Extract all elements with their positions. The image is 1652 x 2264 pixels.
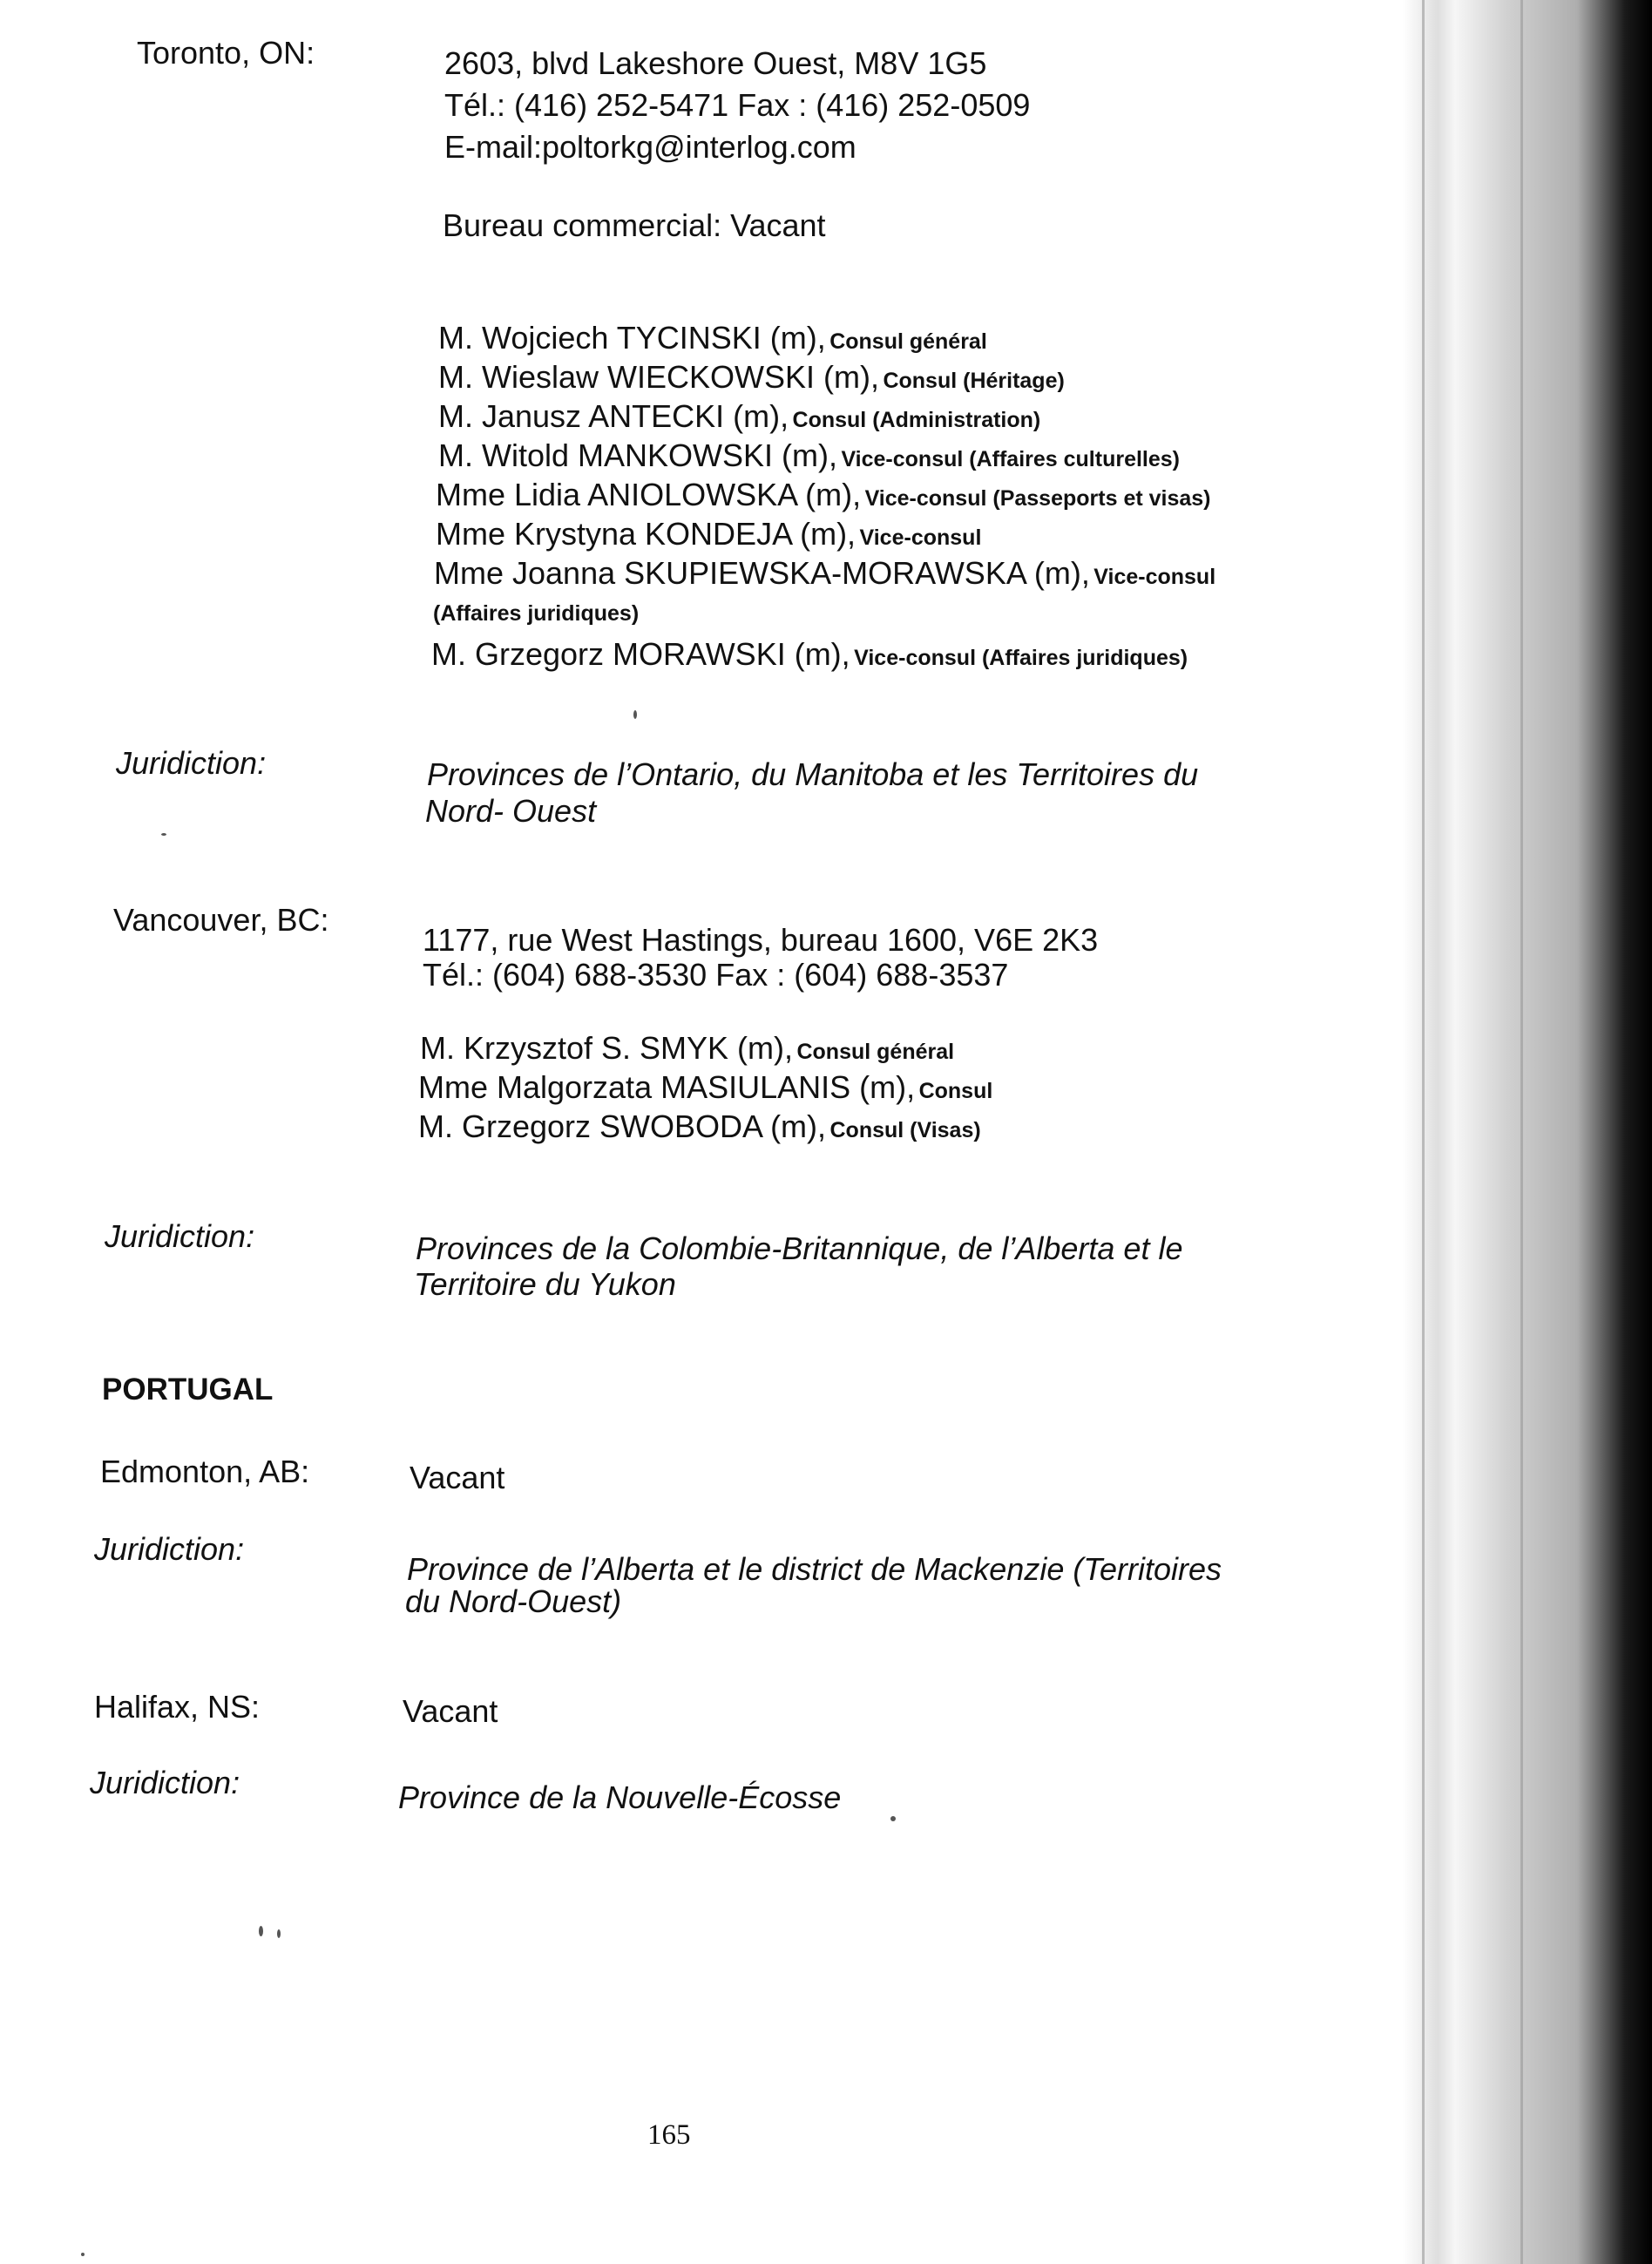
jurisdiction-label: Juridiction: (90, 1765, 240, 1800)
scan-edge-line (1520, 0, 1523, 2264)
jurisdiction-label: Juridiction: (116, 745, 267, 781)
scan-speck (277, 1929, 281, 1938)
staff-role-continuation: (Affaires juridiques) (433, 601, 640, 626)
city-label-vancouver: Vancouver, BC: (113, 902, 329, 938)
scan-speck (633, 710, 637, 719)
staff-entry: Mme Joanna SKUPIEWSKA-MORAWSKA (m), Vice-consul (434, 555, 1216, 591)
staff-entry: Mme Malgorzata MASIULANIS (m), Consul (418, 1069, 993, 1105)
toronto-address: 2603, blvd Lakeshore Ouest, M8V 1G5 (444, 45, 987, 81)
jurisdiction-text: Provinces de l’Ontario, du Manitoba et les Territoires du (427, 756, 1199, 792)
jurisdiction-text: Territoire du Yukon (414, 1266, 676, 1302)
staff-entry: M. Wojciech TYCINSKI (m), Consul général (438, 320, 987, 356)
staff-entry: M. Grzegorz MORAWSKI (m), Vice-consul (Affaires juridiques) (431, 636, 1188, 672)
vancouver-address: 1177, rue West Hastings, bureau 1600, V6E 2K3 (423, 922, 1099, 958)
scan-speck (161, 833, 166, 836)
staff-entry: M. Grzegorz SWOBODA (m), Consul (Visas) (418, 1108, 981, 1144)
toronto-phone: Tél.: (416) 252-5471 Fax : (416) 252-0509 (444, 87, 1031, 123)
jurisdiction-text: Provinces de la Colombie-Britannique, de l’Alberta et le (416, 1230, 1183, 1266)
jurisdiction-text: du Nord-Ouest) (405, 1583, 622, 1619)
city-label-halifax: Halifax, NS: (94, 1689, 261, 1725)
staff-entry: M. Witold MANKOWSKI (m), Vice-consul (Affaires culturelles) (438, 437, 1181, 473)
staff-entry: M. Wieslaw WIECKOWSKI (m), Consul (Héritage) (438, 359, 1065, 395)
country-heading: PORTUGAL (102, 1373, 274, 1407)
jurisdiction-text: Province de l’Alberta et le district de Mackenzie (Territoires (407, 1551, 1222, 1587)
scan-edge-line (1422, 0, 1425, 2264)
scan-speck (259, 1926, 263, 1936)
page-number: 165 (647, 2119, 691, 2151)
binding-shadow (1403, 0, 1652, 2264)
staff-entry: Mme Lidia ANIOLOWSKA (m), Vice-consul (Passeports et visas) (436, 477, 1211, 512)
edmonton-value: Vacant (410, 1460, 505, 1495)
scan-speck (890, 1816, 896, 1821)
jurisdiction-label: Juridiction: (94, 1531, 245, 1567)
jurisdiction-text: Province de la Nouvelle-Écosse (398, 1779, 842, 1815)
city-label-toronto: Toronto, ON: (137, 35, 315, 71)
jurisdiction-text: Nord- Ouest (425, 793, 597, 829)
scan-speck (81, 2253, 85, 2256)
staff-entry: Mme Krystyna KONDEJA (m), Vice-consul (436, 516, 982, 552)
city-label-edmonton: Edmonton, AB: (100, 1454, 310, 1489)
staff-entry: M. Krzysztof S. SMYK (m), Consul général (420, 1030, 955, 1066)
vancouver-phone: Tél.: (604) 688-3530 Fax : (604) 688-3537 (423, 957, 1009, 993)
jurisdiction-label: Juridiction: (105, 1218, 255, 1254)
toronto-email: E-mail:poltorkg@interlog.com (444, 129, 856, 165)
toronto-bureau: Bureau commercial: Vacant (443, 207, 826, 243)
halifax-value: Vacant (403, 1693, 498, 1729)
staff-entry: M. Janusz ANTECKI (m), Consul (Administration) (438, 398, 1041, 434)
